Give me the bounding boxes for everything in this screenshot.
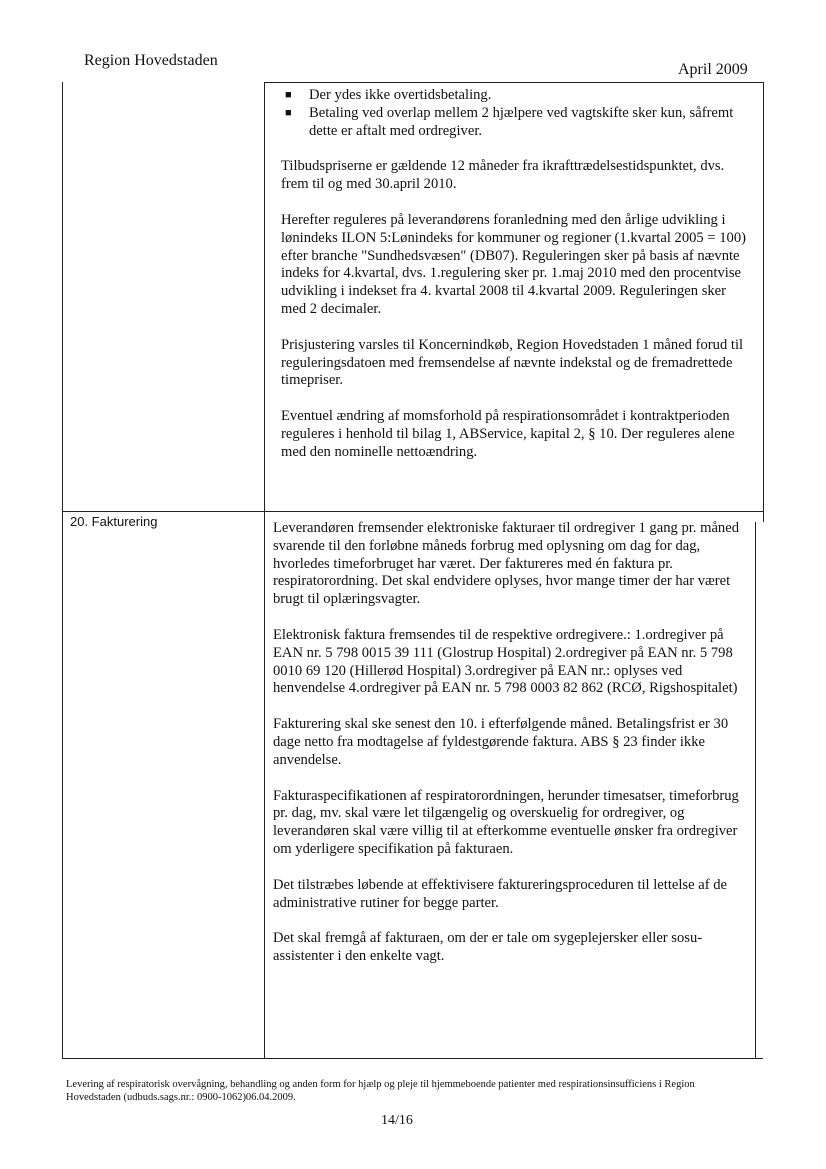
paragraph: Fakturaspecifikationen af respiratorordningen, herunder timesatser, timeforbrug pr. dag, mv. skal være let tilgængelig og overskuelig for ordregiver, og leverandøren skal være villig til at efterkomme eventuelle ønsker fra ordregiver om yderligere specifikation på fakturaen. xyxy=(273,787,739,857)
paragraph: Tilbudspriserne er gældende 12 måneder fra ikrafttrædelsestidspunktet, dvs. frem til og med 30.april 2010. xyxy=(281,158,725,193)
bullet-icon: ■ xyxy=(285,89,292,101)
paragraph: Prisjustering varsles til Koncernindkøb, Region Hovedstaden 1 måned forud til reguleringsdatoen med fremsendelse af nævnte indekstal og de fremadrettede timepriser. xyxy=(281,336,744,389)
header-organization: Region Hovedstaden xyxy=(84,52,218,69)
paragraph: Elektronisk faktura fremsendes til de respektive ordregivere.: 1.ordregiver på EAN nr. 5 798 0015 39 111 (Glostrup Hospital) 2.ordregiver på EAN nr. 5 798 0010 69 120 (Hillerød Hospital) 3.ordregiver på EAN nr.: oplyses ved henvendelse 4.ordregiver på EAN nr. 5 798 0003 82 862 (RCØ, Rigshospitalet) xyxy=(273,626,738,697)
list-item: ■ Betaling ved overlap mellem 2 hjælpere ved vagtskifte sker kun, såfremt dette er aftalt med ordregiver. xyxy=(285,104,734,139)
footer-text: Levering af respiratorisk overvågning, behandling og anden form for hjælp og pleje til hjemmeboende patienter med respirationsinsufficiens i Region Hovedstaden (udbuds.sags.nr.: 0900-1062)06.04.2009. xyxy=(66,1079,695,1103)
paragraph: Det skal fremgå af fakturaen, om der er tale om sygeplejersker eller sosu-assistenter i den enkelte vagt. xyxy=(273,930,703,965)
paragraph: Fakturering skal ske senest den 10. i efterfølgende måned. Betalingsfrist er 30 dage netto fra modtagelse af fyldestgørende faktura. ABS § 23 finder ikke anvendelse. xyxy=(273,716,729,768)
table-border-bottom xyxy=(62,1058,763,1059)
lower-content-cell xyxy=(273,520,747,984)
upper-content-cell xyxy=(281,87,753,480)
lower-cell-right-border xyxy=(755,522,756,1058)
bullet-icon: ■ xyxy=(285,106,292,119)
bullet-list xyxy=(281,87,753,140)
page-number: 14/16 xyxy=(381,1113,413,1128)
header-date: April 2009 xyxy=(678,61,748,78)
table-column-divider xyxy=(264,82,265,1059)
table-border-left xyxy=(62,82,63,1059)
list-item: ■ Der ydes ikke overtidsbetaling. xyxy=(285,87,492,103)
section-label: 20. Fakturering xyxy=(70,514,158,529)
table-row-divider xyxy=(62,511,763,512)
paragraph: Herefter reguleres på leverandørens foranledning med den årlige udvikling i lønindeks ILON 5:Lønindeks for kommuner og regioner (1.kvartal 2005 = 100) efter branche "Sundhedsvæsen" (DB07). Reguleringen sker på basis af nævnte indeks for 4.kvartal, dvs. 1.regulering sker pr. 1.maj 2010 med den procentvise udvikling i indekset fra 4. kvartal 2008 til 4.kvartal 2009. Reguleringen sker med 2 decimaler. xyxy=(281,211,746,317)
upper-cell-right-border xyxy=(763,82,764,522)
paragraph: Eventuel ændring af momsforhold på respirationsområdet i kontraktperioden reguleres i henhold til bilag 1, ABService, kapital 2, § 10. Der reguleres alene med den nominelle nettoændring. xyxy=(281,408,735,460)
paragraph: Leverandøren fremsender elektroniske fakturaer til ordregiver 1 gang pr. måned svarende til den forløbne måneds forbrug med oplysning om dag for dag, hvorledes timeforbruget har været. Der faktureres med én faktura pr. respiratorordning. Det skal endvidere oplyses, hvor mange timer der har været brugt til oplæringsvagter. xyxy=(273,520,739,608)
upper-cell-top-border xyxy=(264,82,764,83)
paragraph: Det tilstræbes løbende at effektivisere faktureringsproceduren til lettelse af de administrative rutiner for begge parter. xyxy=(273,876,727,911)
